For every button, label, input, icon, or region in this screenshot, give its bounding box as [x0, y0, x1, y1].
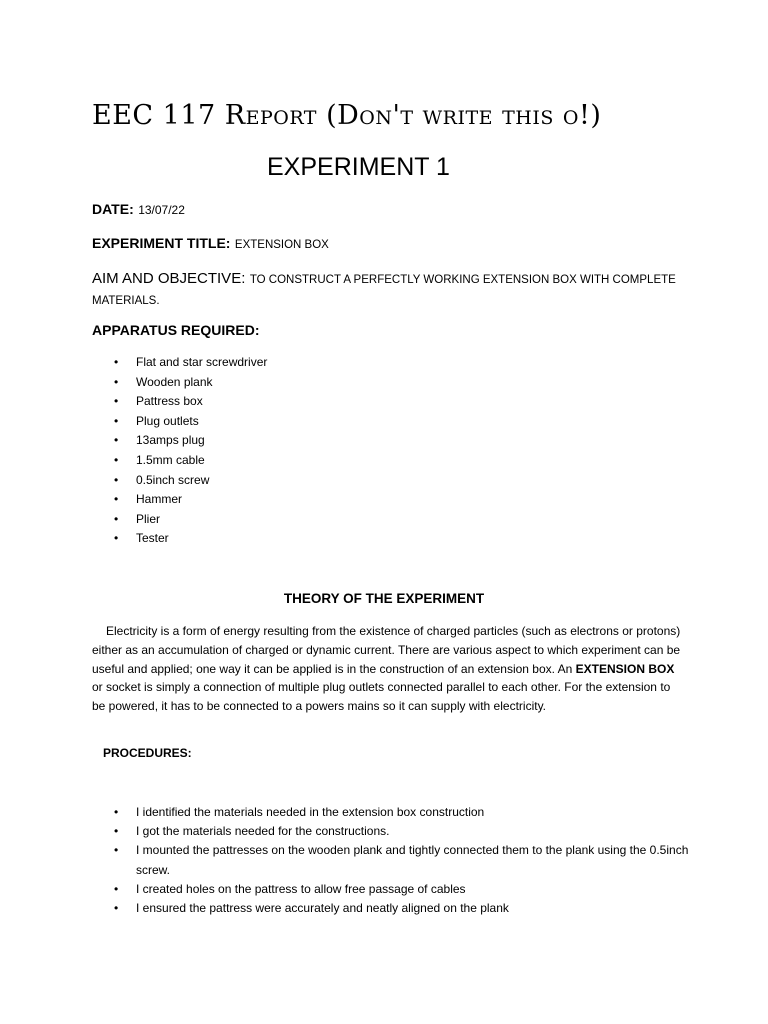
apparatus-item: • Hammer: [92, 490, 267, 510]
date-field: [92, 201, 185, 219]
apparatus-item: • Wooden plank: [92, 373, 267, 393]
procedure-item: • I identified the materials needed in the extension box construction: [92, 803, 702, 822]
aim-label: AIM AND OBJECTIVE:: [92, 270, 246, 287]
apparatus-heading: APPARATUS REQUIRED:: [92, 322, 260, 338]
procedures-heading: PROCEDURES:: [103, 746, 192, 760]
date-label: DATE:: [92, 201, 134, 217]
apparatus-list: [92, 353, 267, 549]
apparatus-item: • 0.5inch screw: [92, 471, 267, 491]
apparatus-item: • Plier: [92, 510, 267, 530]
theory-paragraph: [92, 622, 682, 716]
procedure-item: • I created holes on the pattress to allow free passage of cables: [92, 880, 702, 899]
apparatus-item: • Tester: [92, 529, 267, 549]
procedure-item: • I got the materials needed for the constructions.: [92, 822, 702, 841]
theory-text-bold: EXTENSION BOX: [575, 661, 675, 676]
experiment-title-value: EXTENSION BOX: [234, 239, 329, 251]
report-title: EEC 117 Report (Don't write this o!): [92, 100, 602, 131]
theory-text-part2: or socket is simply a connection of multiple plug outlets connected parallel to each other. For the extension to be powered, it has to be connected to a powers mains so it can supply with electricity.: [92, 680, 671, 714]
apparatus-item: • Plug outlets: [92, 412, 267, 432]
experiment-title-field: [92, 235, 329, 253]
procedures-list: [92, 803, 702, 918]
aim-field: [92, 269, 692, 311]
procedure-item: • I ensured the pattress were accurately and neatly aligned on the plank: [92, 899, 702, 918]
theory-text-part1: Electricity is a form of energy resulting from the existence of charged particles (such as electrons or protons) either as an accumulation of charged or dynamic current. There are various aspect to which experiment can be useful and applied; one way it can be applied is in the construction of an extension box. An: [92, 624, 681, 676]
theory-heading: THEORY OF THE EXPERIMENT: [283, 591, 485, 606]
apparatus-item: • Pattress box: [92, 392, 267, 412]
apparatus-item: • Flat and star screwdriver: [92, 353, 267, 373]
experiment-title-label: EXPERIMENT TITLE:: [92, 235, 231, 251]
apparatus-item: • 1.5mm cable: [92, 451, 267, 471]
apparatus-item: • 13amps plug: [92, 431, 267, 451]
experiment-heading: EXPERIMENT 1: [267, 153, 450, 181]
aim-value: TO CONSTRUCT A PERFECTLY WORKING EXTENSION BOX WITH COMPLETE MATERIALS.: [92, 274, 676, 307]
procedure-item: • I mounted the pattresses on the wooden plank and tightly connected them to the plank using the 0.5inch screw.: [92, 841, 702, 879]
date-value: 13/07/22: [138, 203, 185, 217]
